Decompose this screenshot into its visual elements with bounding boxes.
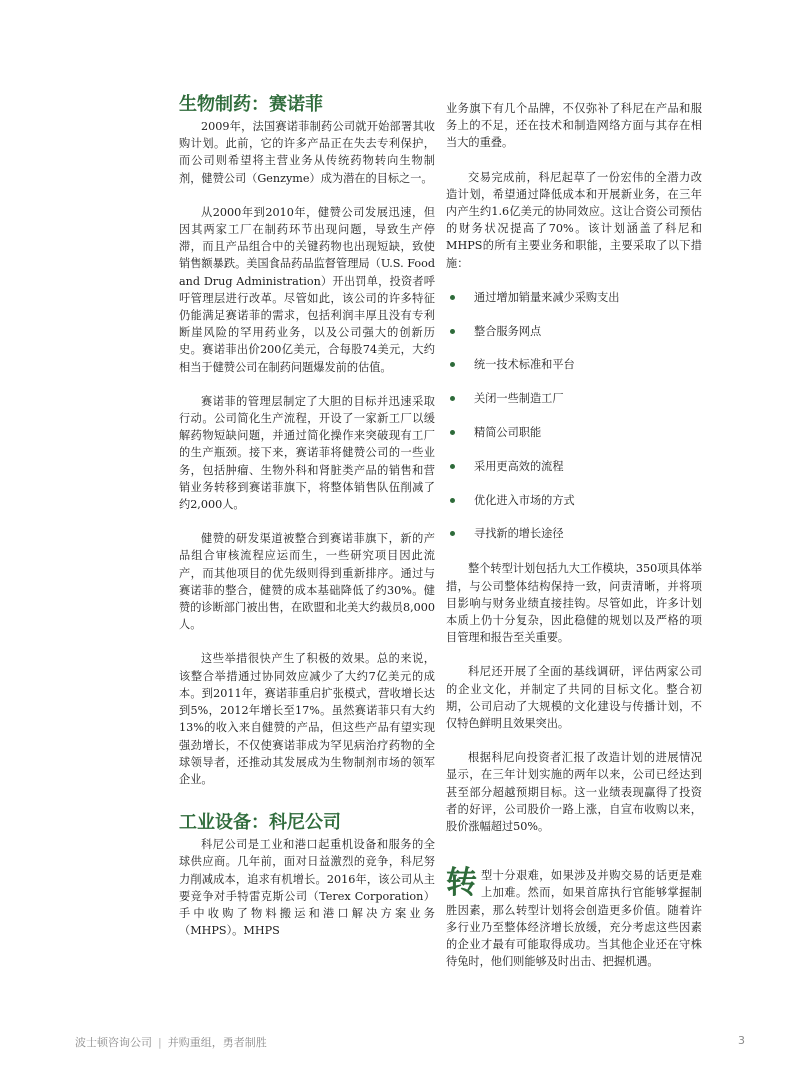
list-item: 整合服务网点 bbox=[446, 323, 702, 340]
section-title-sanofi: 生物制药：赛诺菲 bbox=[179, 94, 323, 115]
bullet-icon bbox=[450, 362, 455, 367]
paragraph: 赛诺菲的管理层制定了大胆的目标并迅速采取行动。公司简化生产流程，开设了一家新工厂以缓解药物短缺问题，并通过简化操作来突破现有工厂的生产瓶颈。接下来，赛诺菲将健赞公司的一些业务，包括肿瘤、生物外科和肾脏类产品的销售和营销业务转移到赛诺菲旗下，将整体销售队伍削减了约2,000人。 bbox=[179, 394, 435, 512]
footer-company: 波士顿咨询公司 bbox=[75, 1036, 152, 1049]
conclusion-block bbox=[446, 867, 702, 970]
bullet-icon bbox=[450, 464, 455, 469]
right-column bbox=[446, 100, 702, 970]
bullet-icon bbox=[450, 329, 455, 334]
bullet-icon bbox=[450, 498, 455, 503]
bullet-icon bbox=[450, 295, 455, 300]
paragraph: 2009年，法国赛诺菲制药公司就开始部署其收购计划。此前，它的许多产品正在失去专利保护，而公司则希望将主营业务从传统药物转向生物制剂，健赞公司（Genzyme）成为潜在的目标之一。 bbox=[179, 120, 435, 185]
left-column bbox=[179, 94, 435, 956]
paragraph: 这些举措很快产生了积极的效果。总的来说，该整合举措通过协同效应减少了大约7亿美元的成本。到2011年，赛诺菲重启扩张模式，营收增长达到5%，2012年增长至17%。虽然赛诺菲只有大约13%的收入来自健赞的产品，但这些产品有望实现强劲增长，不仅使赛诺菲成为罕见病治疗药物的全球领导者，还推动其发展成为生物制剂市场的领军企业。 bbox=[179, 652, 435, 786]
paragraph: 业务旗下有几个品牌，不仅弥补了科尼在产品和服务上的不足，还在技术和制造网络方面与其存在相当大的重叠。 bbox=[446, 102, 702, 150]
paragraph: 交易完成前，科尼起草了一份宏伟的全潜力改造计划，希望通过降低成本和开展新业务，在三年内产生约1.6亿美元的协同效应。这让合资公司预估的财务状况提高了70%。该计划涵盖了科尼和MHPS的所有主要业务和职能，主要采取了以下措施： bbox=[446, 170, 702, 270]
list-item: 通过增加销量来减少采购支出 bbox=[446, 289, 702, 306]
paragraph: 整个转型计划包括九大工作模块，350项具体举措，与公司整体结构保持一致，问责清晰，并将项目影响与财务业绩直接挂钩。尽管如此，许多计划本质上仍十分复杂，因此稳健的规划以及严格的项目管理和报告至关重要。 bbox=[446, 562, 702, 645]
bullet-icon bbox=[450, 531, 455, 536]
paragraph: 根据科尼向投资者汇报了改造计划的进展情况显示，在三年计划实施的两年以来，公司已经达到甚至部分超越预期目标。这一业绩表现赢得了投资者的好评，公司股价一路上涨，自宣布收购以来，股价涨幅超过50%。 bbox=[446, 751, 702, 834]
list-item: 精简公司职能 bbox=[446, 424, 702, 441]
list-item: 优化进入市场的方式 bbox=[446, 492, 702, 509]
list-item: 采用更高效的流程 bbox=[446, 458, 702, 475]
list-item: 统一技术标准和平台 bbox=[446, 356, 702, 373]
drop-cap: 转 bbox=[446, 865, 477, 902]
section-title-konecranes: 工业设备：科尼公司 bbox=[179, 812, 341, 834]
bullet-icon bbox=[450, 430, 455, 435]
paragraph: 科尼还开展了全面的基线调研，评估两家公司的企业文化，并制定了共同的目标文化。整合初期，公司启动了大规模的文化建设与传播计划，不仅特色鲜明且效果突出。 bbox=[446, 665, 702, 731]
paragraph: 科尼公司是工业和港口起重机设备和服务的全球供应商。几年前，面对日益激烈的竞争，科尼努力削减成本，追求有机增长。2016年，该公司从主要竞争对手特雷克斯公司（Terex Corporation）手中收购了物料搬运和港口解决方案业务（MHPS）。MHPS bbox=[179, 838, 435, 938]
page-footer bbox=[75, 1034, 745, 1050]
page-number: 3 bbox=[738, 1034, 745, 1047]
bullet-icon bbox=[450, 396, 455, 401]
list-item: 寻找新的增长途径 bbox=[446, 525, 702, 542]
measures-list bbox=[446, 289, 702, 543]
list-item: 关闭一些制造工厂 bbox=[446, 390, 702, 407]
paragraph: 从2000年到2010年，健赞公司发展迅速，但因其两家工厂在制药环节出现问题，导致生产停滞，而且产品组合中的关键药物也出现短缺，致使销售额暴跌。美国食品药品监督管理局（U.S. Food and Drug Administration）开出罚单，投资者呼吁管理层进行改革。尽管如此，该公司的许多特征仍能满足赛诺菲的需求，包括利润丰厚且没有专利断崖风险的罕用药业务，以及公司强大的创新历史。赛诺菲出价200亿美元，合每股74美元，大约相当于健赞公司在制药问题爆发前的估值。 bbox=[179, 205, 435, 374]
paragraph: 健赞的研发渠道被整合到赛诺菲旗下，新的产品组合审核流程应运而生，一些研究项目因此流产，而其他项目的优先级则得到重新排序。通过与赛诺菲的整合，健赞的成本基础降低了约30%。健赞的诊断部门被出售，在欧盟和北美大约裁员8,000人。 bbox=[179, 532, 435, 632]
footer-separator: | bbox=[158, 1036, 162, 1049]
conclusion-paragraph: 型十分艰难，如果涉及并购交易的话更是难上加难。然而，如果首席执行官能够掌握制胜因素，那么转型计划将会创造更多价值。随着许多行业乃至整体经济增长放缓，充分考虑这些因素的企业才最有可能取得成功。当其他企业还在守株待兔时，他们则能够及时出击、把握机遇。 bbox=[446, 869, 702, 969]
footer-tagline: 并购重组，勇者制胜 bbox=[167, 1036, 267, 1049]
